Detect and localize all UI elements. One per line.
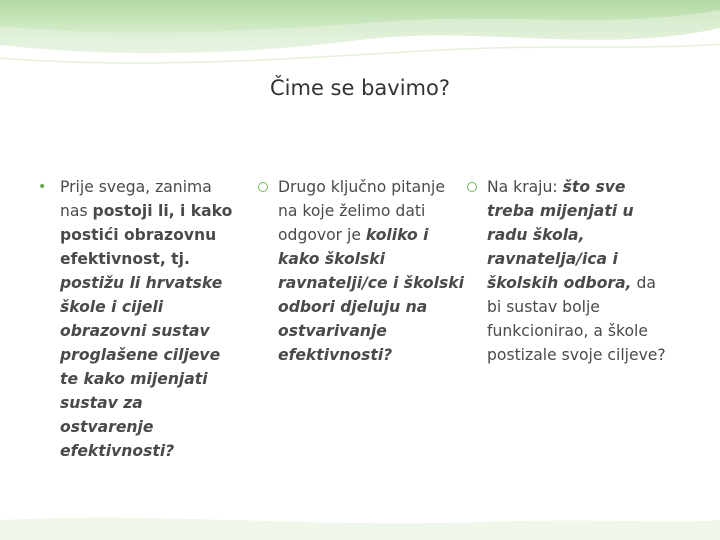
bullet-text-bold: postoji li, i kako postići obrazovnu efektivnost, tj. [60, 202, 233, 268]
bullet-dot-icon: • [38, 179, 47, 195]
bullet-text [278, 175, 468, 367]
slide-title [0, 76, 720, 100]
bullet-item [258, 175, 468, 367]
ring-bullet-icon [467, 175, 487, 367]
bullet-column-2 [258, 175, 468, 367]
bullet-text [60, 175, 238, 463]
bullet-text-plain: Na kraju: [487, 178, 563, 196]
bullet-column-1 [38, 175, 238, 463]
bullet-text [487, 175, 667, 367]
bullet-text-bold-italic: postižu li hrvatske škole i cijeli obrazovni sustav proglašene ciljeve te kako mijenjati sustav za ostvarenje efektivnosti? [60, 274, 223, 460]
bullet-text-bold-italic: koliko i kako školski ravnatelji/ce i školski odbori djeluju na ostvarivanje efektivnosti? [278, 226, 464, 364]
bullet-column-3 [467, 175, 667, 367]
ring-bullet-icon [258, 175, 278, 367]
bullet-text-bold-italic: što sve treba mijenjati u radu škola, ravnatelja/ica i školskih odbora, [487, 178, 634, 292]
bullet-text-plain-end: da bi sustav bolje funkcionirao, a škole postizale svoje ciljeve? [487, 274, 666, 364]
bullet-item [467, 175, 667, 367]
slide-title-text: Čime se bavimo? [270, 76, 450, 100]
bullet-item [38, 175, 238, 463]
bullet-text-plain: Drugo ključno pitanje na koje želimo dati odgovor je [278, 178, 445, 244]
bullet-text-plain: Prije svega, zanima nas [60, 178, 212, 220]
